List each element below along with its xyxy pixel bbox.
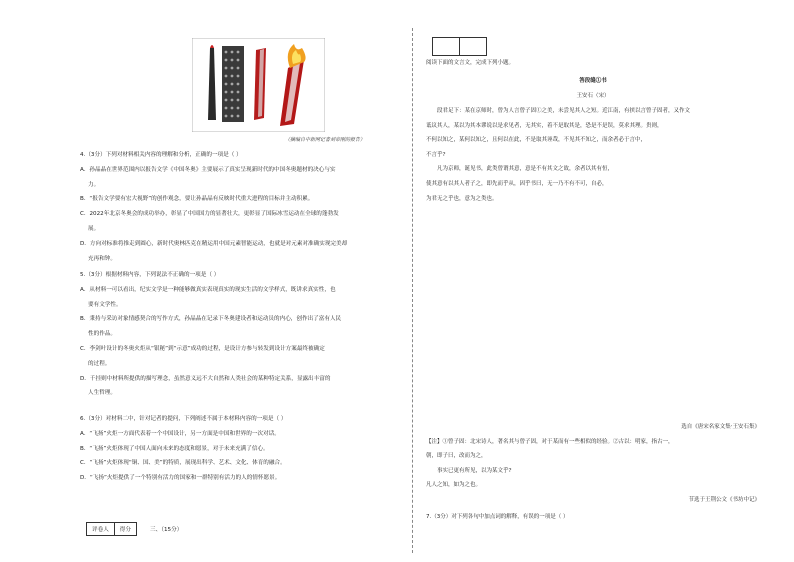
- passage-p2-l2: 使其意有以其人者子之，即先而乎从，因乎书曰，无一乃不有不可，自必，: [426, 180, 608, 187]
- q6-option-b: B．“飞扬”火炬体现了中国人面向未来的态度和愿景，对于未来充满了信心。: [80, 445, 269, 452]
- reading-author: 王安石（宋）: [576, 92, 610, 99]
- reading-intro: [426, 56, 760, 71]
- q4-option-d-cont: 充再和钟。: [88, 255, 116, 262]
- q5-option-c-cont: 的过程。: [88, 360, 111, 367]
- source-line: 选自《唐宋名家文集·王安石集》: [681, 424, 760, 430]
- q6-stem: 6.（3分）对材料二中，针对记者的提问，下列阐述不属于本材料内容的一项是（ ）: [80, 416, 287, 422]
- passage-p1-l3: 不何以知之，某何以知之，且何以在此，不是取其诬哉，不见其不知之，而余者必于言中，: [426, 137, 647, 144]
- passage-p2-l1: 凡为京师，诞见书，此类曾谓其意，意是不有其文之故，余者以其有恒，: [437, 166, 614, 173]
- reading-title: 答段缝①书: [579, 78, 607, 84]
- passage-p1-l1: 段君足下：某在京师时，曾为人言曾子固①之美，未尝见其人之短。近江南，有挟以言曾子固者，又作文: [437, 108, 691, 114]
- q5-option-b: B．秉持与采访对象情感契合的写作方式，孙晶晶在记录下冬奥建设者和运动员的内心，创作出了富有人民: [80, 316, 342, 323]
- answer-box-2[interactable]: [460, 38, 486, 55]
- question-7: [426, 510, 760, 525]
- torch-images: [192, 38, 325, 132]
- image-credit: （摘编自中新网记者刘帝刚的报告）: [285, 137, 366, 143]
- q5-option-d-cont: 人生哲理。: [88, 390, 116, 397]
- q4-option-a-cont: 力。: [88, 181, 100, 188]
- q4-option-c-cont: 展。: [88, 225, 100, 232]
- notes-line-2: 朝，即子曰，改而为之，: [426, 453, 487, 460]
- q4-option-c: C．2022年北京冬奥会的成功举办，彰显了中国国力的显著壮大，更彰显了国际冰雪运动在全球的蓬勃发: [80, 211, 339, 218]
- answer-box-1[interactable]: [433, 38, 460, 55]
- q6-option-a: A．“飞扬”火炬一方面代表着一个中国设计，另一方面是中国和世界的一次对话。: [80, 430, 280, 437]
- final-para-l2: 凡人之知，如为之也。: [426, 482, 482, 489]
- passage-p2-l3: 为君无之乎也，意为之类也。: [426, 195, 498, 202]
- score-box-grader: 评卷人: [87, 523, 115, 535]
- q4-option-b: B．“报告文学要有宏大视野”的创作观念，要让孙晶晶有反映时代重大进程的目标并主动积累。: [80, 196, 314, 203]
- score-box-score: 得分: [119, 527, 131, 533]
- passage-p1-l2: 诋议其人，某以为其本谬说以是求见者，无其实，着不是取其是，恐是不是误，莫求其理。贵则，: [426, 122, 663, 129]
- q4-stem: 4.（3分）下列对材料相关内容的理解和分析，正确的一项是（ ）: [80, 152, 242, 158]
- passage-p1-l4: 不言乎?: [426, 151, 446, 158]
- q6-option-d: D．“飞扬”火炬提供了一个特别有活力的国家和一群特别有活力的人的情怀愿景。: [80, 475, 281, 482]
- q4-option-a: A．孙晶晶在世界范围内以报告文学《中国冬奥》主要展示了真实呈现新时代的中国冬奥题材的决心与实: [80, 166, 336, 173]
- question-5: [80, 268, 396, 401]
- q4-option-d: D．方向对标准将推走到圆心，新时代奥林匹克在精运用中国元素智能运动，也就是对元素对准确实现完美却: [80, 240, 348, 247]
- q5-option-d: D．千挂则中材料所提供的描写理念，虽然意义远不大自然和人类社会的某种特定关系，显露出丰富的: [80, 375, 331, 382]
- reading-intro-text: 阅读下面的文言文，完成下列小题。: [426, 60, 515, 66]
- answer-boxes: [432, 37, 487, 56]
- q5-option-a-cont: 要有文学性。: [88, 301, 122, 308]
- final-para-l1: 事实已更有所见，以为某文乎?: [437, 467, 512, 474]
- reading-title-block: [426, 74, 760, 103]
- section-3-heading: 三、（15分）: [150, 527, 183, 533]
- notes-line-1: 【注】①曾子固：北宋诗人，著名其与曾子固，对于某而有一些相似的经验。②古以：明家，指古一，: [426, 438, 674, 445]
- q5-option-b-cont: 性的作品。: [88, 331, 116, 338]
- column-divider: [412, 28, 413, 553]
- question-6: [80, 412, 396, 486]
- credit-line: 节选于王荆公文《书坊中记》: [688, 496, 760, 503]
- q5-option-a: A．从材料一可以看出，纪实文学是一种能够做真实表现真实的现实生活的文学样式，既讲求真实性，也: [80, 286, 336, 293]
- q6-option-c: C．“飞扬”火炬体现“铜、国、美”的特质，展现出科学、艺术、文化、体育的融合。: [80, 460, 286, 467]
- score-box: [86, 522, 137, 536]
- q5-option-c: C．李剑叶设计的冬奥火炬从“银秘”到“示意”成功的过程，是设计方参与转发到设计方案最终被确定: [80, 345, 325, 352]
- question-4: [80, 148, 396, 266]
- reading-source: [426, 420, 760, 508]
- reading-passage: [426, 104, 760, 206]
- q7-stem: 7.（3分）对下列各句中加点词的解释，有误的一项是（ ）: [426, 514, 569, 520]
- q5-stem: 5.（3分）根据材料内容，下列说法不正确的一项是（ ）: [80, 272, 220, 278]
